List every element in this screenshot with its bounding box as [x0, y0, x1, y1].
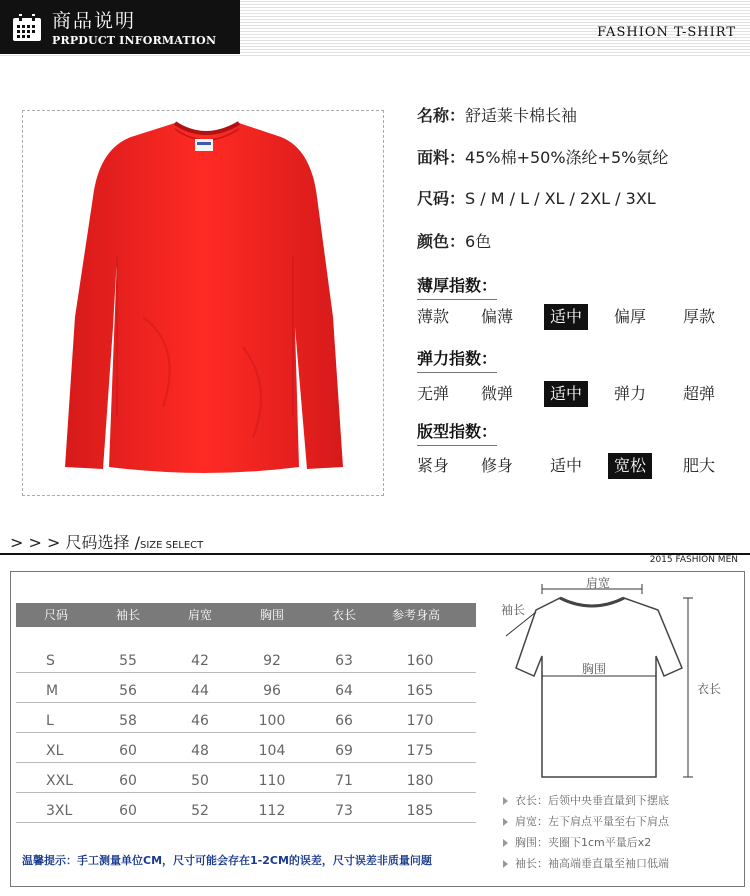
triangle-bullet-icon: [503, 818, 508, 826]
cell-shoulder: 46: [191, 713, 209, 729]
fit-option: 适中: [550, 456, 583, 475]
column-header: 肩宽: [187, 608, 213, 622]
fit-option-selected: 宽松: [608, 453, 652, 479]
legend-item: [503, 792, 669, 808]
cell-chest: 104: [258, 743, 286, 759]
info-name-value: 舒适莱卡棉长袖: [465, 106, 578, 125]
cell-sleeve: 55: [119, 653, 137, 669]
elasticity-index-options: [417, 381, 727, 407]
cell-sleeve: 56: [119, 683, 137, 699]
info-size: [417, 186, 656, 209]
cell-size: L: [46, 713, 54, 729]
cell-length: 63: [335, 653, 353, 669]
header-right-text: FASHION T-SHIRT: [597, 25, 736, 40]
column-header: 参考身高: [391, 608, 441, 622]
measurement-note: 温馨提示：手工测量单位CM，尺寸可能会存在1-2CM的误差，尺寸误差非质量问题: [22, 854, 432, 867]
cell-chest: 96: [263, 683, 281, 699]
cell-height: 175: [406, 743, 434, 759]
legend-text: 袖长：袖高端垂直量至袖口低端: [515, 857, 669, 870]
red-longsleeve-shirt-image: [43, 117, 367, 479]
cell-chest: 100: [258, 713, 286, 729]
column-header: 胸围: [259, 608, 285, 622]
cell-chest: 92: [263, 653, 281, 669]
info-fabric: [417, 145, 668, 168]
cell-length: 64: [335, 683, 353, 699]
header-subtitle: PRPDUCT INFORMATION: [52, 34, 217, 47]
cell-length: 73: [335, 803, 353, 819]
size-select-title-en: SIZE SELECT: [139, 540, 204, 551]
elasticity-option-selected: 适中: [544, 381, 588, 407]
thickness-option: 偏薄: [481, 307, 514, 326]
legend-text: 肩宽：左下肩点平量至右下肩点: [515, 815, 669, 828]
legend-text: 胸围：夹圈下1cm平量后x2: [515, 836, 652, 849]
info-size-key: 尺码：: [417, 189, 466, 208]
triangle-bullet-icon: [503, 860, 508, 868]
cell-height: 160: [406, 653, 434, 669]
cell-sleeve: 60: [119, 803, 137, 819]
cell-size: M: [46, 683, 59, 699]
info-color-value: 6色: [465, 232, 492, 251]
column-header: 尺码: [43, 608, 69, 622]
divider: [0, 553, 750, 555]
table-row: [16, 763, 476, 793]
info-size-value: S / M / L / XL / 2XL / 3XL: [465, 189, 656, 208]
size-table-header: [16, 603, 476, 627]
fit-index-options: [417, 453, 727, 479]
cell-sleeve: 58: [119, 713, 137, 729]
cell-shoulder: 50: [191, 773, 209, 789]
cell-height: 165: [406, 683, 434, 699]
thickness-index-title: 薄厚指数：: [417, 273, 497, 300]
column-header: 衣长: [331, 608, 357, 622]
diagram-label-shoulder: 肩宽: [586, 576, 611, 590]
cell-sleeve: 60: [119, 773, 137, 789]
size-select-title: [10, 530, 203, 553]
column-header: 袖长: [115, 608, 141, 622]
header-bar: [0, 0, 750, 56]
cell-shoulder: 44: [191, 683, 209, 699]
cell-size: 3XL: [46, 803, 73, 819]
header-title: 商品说明: [52, 10, 137, 32]
cell-chest: 112: [258, 803, 286, 819]
thickness-option: 薄款: [417, 307, 450, 326]
cell-shoulder: 42: [191, 653, 209, 669]
cell-length: 69: [335, 743, 353, 759]
fit-index-title: 版型指数：: [417, 419, 497, 446]
info-name-key: 名称：: [417, 106, 466, 125]
table-row: [16, 733, 476, 763]
info-color-key: 颜色：: [417, 232, 466, 251]
cell-size: XXL: [46, 773, 73, 789]
elasticity-option: 微弹: [481, 384, 514, 403]
cell-length: 71: [335, 773, 353, 789]
table-row: [16, 793, 476, 823]
cell-height: 185: [406, 803, 434, 819]
cell-size: S: [46, 653, 55, 669]
legend-text: 衣长：后领中央垂直量到下摆底: [515, 794, 669, 807]
elasticity-index-title: 弹力指数：: [417, 346, 497, 373]
thickness-option-selected: 适中: [544, 304, 588, 330]
elasticity-option: 无弹: [417, 384, 450, 403]
diagram-label-chest: 胸围: [582, 662, 607, 676]
legend-item: [503, 834, 651, 850]
cell-length: 66: [335, 713, 353, 729]
brand-label: 2015 FASHION MEN: [649, 555, 738, 565]
diagram-label-sleeve: 袖长: [501, 603, 526, 617]
cell-shoulder: 52: [191, 803, 209, 819]
triangle-bullet-icon: [503, 797, 508, 805]
size-select-title-cn: > > > 尺码选择 /: [10, 533, 140, 552]
fit-option: 肥大: [683, 456, 716, 475]
table-row: [16, 643, 476, 673]
elasticity-option: 超弹: [683, 384, 716, 403]
thickness-index-options: [417, 304, 727, 330]
cell-sleeve: 60: [119, 743, 137, 759]
triangle-bullet-icon: [503, 839, 508, 847]
diagram-label-length: 衣长: [697, 682, 722, 696]
product-image-frame: [22, 110, 384, 496]
info-name: [417, 103, 577, 126]
cell-size: XL: [46, 743, 64, 759]
fit-option: 紧身: [417, 456, 450, 475]
cell-height: 180: [406, 773, 434, 789]
header-title-block: [0, 0, 240, 54]
fit-option: 修身: [481, 456, 514, 475]
info-fabric-value: 45%棉+50%涤纶+5%氨纶: [465, 148, 669, 167]
table-row: [16, 703, 476, 733]
table-row: [16, 673, 476, 703]
calendar-icon: [12, 14, 42, 42]
info-fabric-key: 面料：: [417, 148, 466, 167]
elasticity-option: 弹力: [614, 384, 647, 403]
legend-item: [503, 855, 669, 871]
thickness-option: 厚款: [683, 307, 716, 326]
legend-item: [503, 813, 669, 829]
info-color: [417, 229, 491, 252]
cell-shoulder: 48: [191, 743, 209, 759]
thickness-option: 偏厚: [614, 307, 647, 326]
cell-height: 170: [406, 713, 434, 729]
cell-chest: 110: [258, 773, 286, 789]
